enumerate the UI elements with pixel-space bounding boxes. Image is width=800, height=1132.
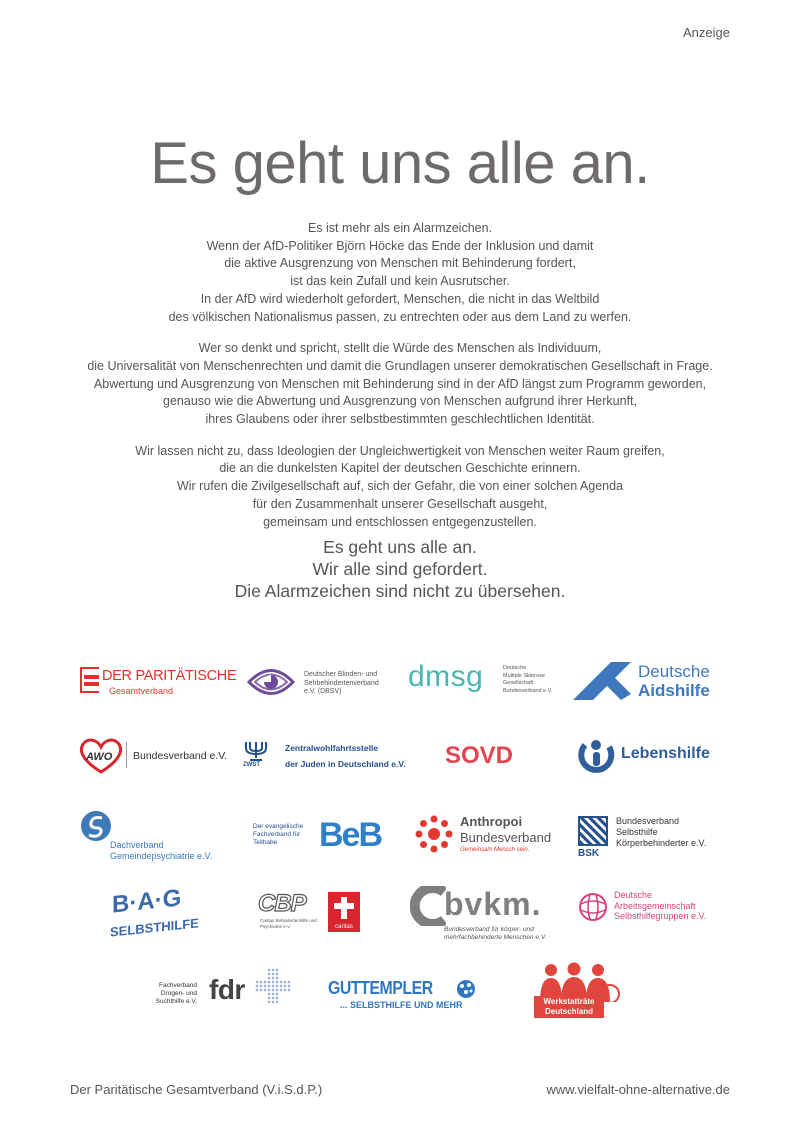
- dmsg-line: Multiple Sklerose: [503, 672, 545, 679]
- paragraph-2: [40, 340, 760, 429]
- bsk-line: Selbsthilfe: [616, 827, 658, 837]
- dvgp-icon: [80, 810, 112, 842]
- paritaetische-name: DER PARITÄTISCHE: [102, 668, 237, 684]
- bvkm-mark: bvkm.: [444, 886, 542, 922]
- text-line: die aktive Ausgrenzung von Menschen mit Behinderung fordert,: [224, 256, 576, 271]
- text-line: ist das kein Zufall und kein Ausrutscher.: [290, 274, 510, 289]
- logo-dmsg: [408, 660, 558, 700]
- text-line: ihres Glaubens oder ihrer selbstbestimmten geschlechtlichen Identität.: [205, 412, 595, 427]
- logo-dvgp: [80, 810, 230, 862]
- closing-statement: [0, 536, 800, 602]
- logo-dbsv: [247, 665, 397, 701]
- text-line: Wer so denkt und spricht, stellt die Würde des Menschen als Individuum,: [198, 341, 602, 356]
- text-line: In der AfD wird wiederholt gefordert, Menschen, die nicht in das Weltbild: [200, 291, 600, 306]
- guttempler-line1: GUTTEMPLER: [328, 978, 433, 998]
- logo-werkstatt: [534, 962, 624, 1022]
- anthropoi-line1: Anthropoi: [460, 814, 523, 829]
- text-line: des völkischen Nationalismus passen, zu entrechten oder aus dem Land zu werfen.: [168, 309, 632, 324]
- text-line: genauso wie die Abwertung und Ausgrenzung von Menschen aufgrund ihrer Herkunft,: [163, 394, 637, 409]
- text-line: Wir rufen die Zivilgesellschaft auf, sich der Gefahr, die von einer solchen Agenda: [176, 479, 624, 494]
- logo-paritaetische: [80, 665, 237, 697]
- fdr-line: Suchthilfe e.V.: [155, 998, 197, 1005]
- logo-aidshilfe: [573, 660, 723, 702]
- dmsg-line: Bundesverband e.V.: [503, 687, 553, 694]
- text-line: die Universalität von Menschenrechten und damit die Grundlagen unserer demokratischen Gesellschaft in Frage.: [87, 358, 713, 373]
- sovd-mark: SOVD: [445, 742, 514, 769]
- logo-anthropoi: [414, 812, 564, 858]
- awo-divider: [126, 742, 127, 768]
- zwst-menorah-icon: [243, 740, 269, 762]
- text-line: gemeinsam und entschlossen entgegenzustellen.: [263, 514, 537, 529]
- werkstatt-line: Werkstatträte: [543, 997, 595, 1006]
- awo-mark: AWO: [86, 751, 113, 763]
- text-line: Wir lassen nicht zu, dass Ideologien der Ungleichwertigkeit von Menschen weiter Raum greifen,: [135, 443, 665, 458]
- logo-beb: [253, 818, 388, 858]
- caritas-icon: [328, 892, 360, 932]
- logo-fdr: [145, 968, 295, 1008]
- logo-guttempler: [328, 978, 478, 1018]
- text-line: Es ist mehr als ein Alarmzeichen.: [307, 221, 493, 235]
- guttempler-line2: ... SELBSTHILFE UND MEHR: [340, 1000, 463, 1010]
- closing-line: Es geht uns alle an.: [323, 537, 477, 557]
- anthropoi-line2: Bundesverband: [460, 830, 552, 845]
- paritaetische-icon: [80, 667, 99, 693]
- logo-sovd: [445, 742, 525, 772]
- dmsg-line: Gesellschaft: [503, 680, 534, 686]
- dvgp-line1: Dachverband: [110, 840, 164, 850]
- werkstatt-label-box: [534, 996, 604, 1018]
- footer-publisher: Der Paritätische Gesamtverband (V.i.S.d.P.): [70, 1082, 323, 1097]
- dmsg-line: Deutsche: [503, 665, 527, 671]
- logo-lebenshilfe: [575, 737, 725, 777]
- anthropoi-sun-icon: [414, 814, 454, 854]
- logo-dag: [578, 890, 728, 930]
- anzeige-label: Anzeige: [683, 25, 730, 40]
- body-text: [40, 220, 760, 545]
- zwst-line1: Zentralwohlfahrtsstelle: [285, 743, 379, 753]
- logo-cbp: [258, 890, 368, 938]
- aidshilfe-line2: Aidshilfe: [638, 681, 710, 700]
- fdr-text: [145, 982, 197, 1006]
- bsk-emblem-icon: [578, 816, 608, 846]
- paragraph-3: [40, 443, 760, 532]
- zwst-mark: ZWST: [243, 762, 260, 768]
- beb-mark: BeB: [319, 816, 382, 854]
- beb-line: Der evangelische: [253, 823, 304, 830]
- dbsv-text: [304, 671, 379, 697]
- closing-line: Die Alarmzeichen sind nicht zu übersehen.: [234, 581, 566, 601]
- dmsg-text: [503, 665, 552, 695]
- awo-text: Bundesverband e.V.: [133, 750, 228, 762]
- text-line: für den Zusammenhalt unserer Gesellschaft ausgeht,: [252, 496, 548, 511]
- anthropoi-line3: Gemeinsam Mensch sein.: [460, 847, 530, 853]
- zwst-line2: der Juden in Deutschland e.V.: [285, 759, 406, 769]
- text-line: Wenn der AfD-Politiker Björn Höcke das Ende der Inklusion und damit: [206, 238, 594, 253]
- fdr-cross-icon: [255, 968, 291, 1004]
- dvgp-line2: Gemeindepsychiatrie e.V.: [110, 851, 213, 861]
- dag-text: [614, 890, 706, 922]
- bvkm-line2: mehrfachbehinderte Menschen e.V.: [444, 934, 547, 941]
- werkstatt-line: Deutschland: [544, 1007, 593, 1016]
- bsk-mark: BSK: [578, 848, 600, 859]
- paragraph-1: [40, 220, 760, 326]
- logo-bag: [108, 884, 199, 946]
- bsk-line: Körperbehinderter e.V.: [616, 838, 707, 848]
- dag-ball-icon: [578, 892, 608, 922]
- dmsg-mark: dmsg: [408, 660, 484, 693]
- beb-line: Teilhabe: [253, 839, 278, 846]
- logo-bvkm: [410, 886, 560, 944]
- dag-line: Deutsche: [614, 890, 653, 900]
- fdr-line: Drogen- und: [160, 990, 197, 997]
- logo-bsk: [578, 814, 728, 862]
- caritas-text: caritas: [335, 924, 353, 930]
- bsk-line: Bundesverband: [616, 816, 680, 826]
- dag-line: Arbeitsgemeinschaft: [614, 900, 696, 911]
- dbsv-line: Sehbehindertenverband: [304, 679, 379, 687]
- lebenshilfe-icon: [575, 737, 617, 777]
- bag-line1: B·A·G: [112, 884, 182, 919]
- cbp-sub: Caritas Behindertenhilfe und Psychiatrie e.V.: [260, 918, 317, 929]
- logo-zwst: [243, 740, 406, 774]
- text-line: die an die dunkelsten Kapitel der deutschen Geschichte erinnern.: [219, 461, 581, 476]
- bvkm-c-icon: [410, 886, 446, 926]
- aidshilfe-ribbon-icon: [573, 660, 635, 702]
- dbsv-line: e.V. (DBSV): [304, 688, 342, 695]
- fdr-line: Fachverband: [159, 982, 197, 989]
- paritaetische-sub: Gesamtverband: [109, 686, 174, 696]
- closing-line: Wir alle sind gefordert.: [312, 559, 488, 579]
- dag-line: Selbsthilfegruppen e.V.: [614, 911, 707, 921]
- dbsv-eye-icon: [247, 665, 295, 699]
- bag-line2: SELBSTHILFE: [110, 915, 199, 940]
- logo-awo: [78, 738, 238, 774]
- cbp-mark: CBP: [258, 890, 306, 917]
- bvkm-line1: Bundesverband für körper- und: [444, 926, 534, 933]
- fdr-mark: fdr: [209, 974, 245, 1005]
- dbsv-line: Deutscher Blinden- und: [304, 671, 378, 678]
- aidshilfe-line1: Deutsche: [638, 662, 710, 681]
- bsk-text: [616, 816, 706, 849]
- lebenshilfe-text: Lebenshilfe: [621, 745, 710, 762]
- beb-line: Fachverband für: [253, 831, 301, 838]
- beb-text: [253, 823, 303, 847]
- text-line: Abwertung und Ausgrenzung von Menschen mit Behinderung sind in der AfD längst zum Programm geworden,: [93, 376, 707, 391]
- footer-website-link[interactable]: www.vielfalt-ohne-alternative.de: [546, 1082, 730, 1097]
- headline: Es geht uns alle an.: [150, 131, 650, 196]
- guttempler-globe-icon: [456, 979, 476, 999]
